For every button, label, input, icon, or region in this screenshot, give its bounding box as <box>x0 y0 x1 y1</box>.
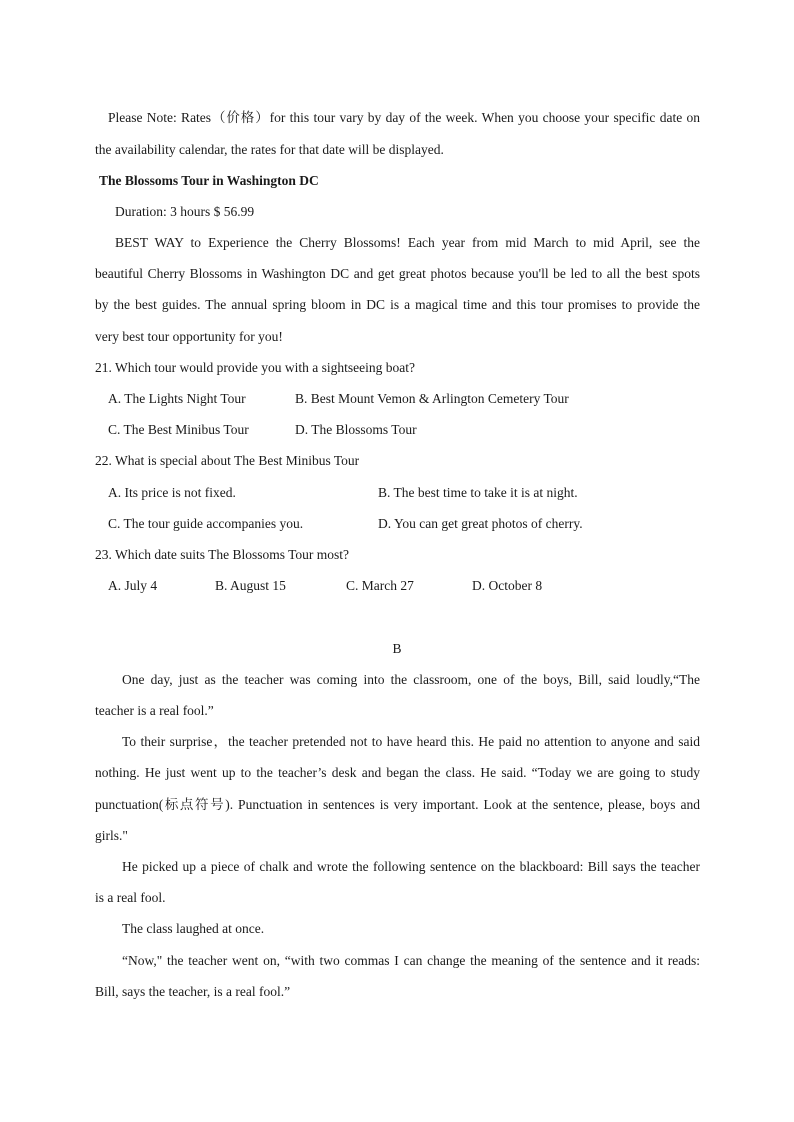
question-option: D. October 8 <box>472 578 543 593</box>
passage-line: One day, just as the teacher was coming into the classroom, one of the boys, Bill, said loudly,“The <box>122 672 700 687</box>
passage-line: teacher is a real fool.” <box>95 703 214 718</box>
tour-title: The Blossoms Tour in Washington DC <box>99 173 319 188</box>
question-option: A. Its price is not fixed. <box>108 485 236 500</box>
question-option: B. August 15 <box>215 578 286 593</box>
question-option: D. The Blossoms Tour <box>295 422 417 437</box>
passage-line: To their surprise，the teacher pretended not to have heard this. He paid no attention to anyone and said <box>122 734 700 749</box>
note-line-2: the availability calendar, the rates for that date will be displayed. <box>95 142 444 157</box>
tour-duration: Duration: 3 hours $ 56.99 <box>115 204 255 219</box>
question-stem: 22. What is special about The Best Minibus Tour <box>95 453 360 468</box>
question-stem: 23. Which date suits The Blossoms Tour most? <box>95 547 350 562</box>
tour-desc-line: very best tour opportunity for you! <box>95 329 283 344</box>
question-option: D. You can get great photos of cherry. <box>378 516 583 531</box>
question-option: B. The best time to take it is at night. <box>378 485 578 500</box>
passage-line: The class laughed at once. <box>122 921 265 936</box>
question-option: A. July 4 <box>108 578 158 593</box>
passage-line: girls." <box>95 828 128 843</box>
question-option: C. The tour guide accompanies you. <box>108 516 304 531</box>
passage-line: He picked up a piece of chalk and wrote the following sentence on the blackboard: Bill says the teacher <box>122 859 700 874</box>
question-option: C. The Best Minibus Tour <box>108 422 249 437</box>
section-heading: B <box>392 641 402 656</box>
question-option: C. March 27 <box>346 578 414 593</box>
note-line-1: Please Note: Rates（价格）for this tour vary by day of the week. When you choose your specific date on <box>108 110 700 125</box>
question-stem: 21. Which tour would provide you with a sightseeing boat? <box>95 360 415 375</box>
passage-line: Bill, says the teacher, is a real fool.” <box>95 984 291 999</box>
question-option: A. The Lights Night Tour <box>108 391 246 406</box>
question-option: B. Best Mount Vemon & Arlington Cemetery Tour <box>295 391 569 406</box>
passage-line: punctuation(标点符号). Punctuation in sentences is very important. Look at the sentence, please, boys and <box>95 797 700 812</box>
passage-line: nothing. He just went up to the teacher’s desk and began the class. He said. “Today we are going to study <box>95 765 700 780</box>
tour-desc-line: BEST WAY to Experience the Cherry Blossoms! Each year from mid March to mid April, see the <box>115 235 700 250</box>
tour-desc-line: by the best guides. The annual spring bloom in DC is a magical time and this tour promises to provide the <box>95 297 700 312</box>
passage-line: is a real fool. <box>95 890 166 905</box>
passage-line: “Now," the teacher went on, “with two commas I can change the meaning of the sentence and it reads: <box>122 953 700 968</box>
tour-desc-line: beautiful Cherry Blossoms in Washington DC and get great photos because you'll be led to all the best spots <box>95 266 700 281</box>
